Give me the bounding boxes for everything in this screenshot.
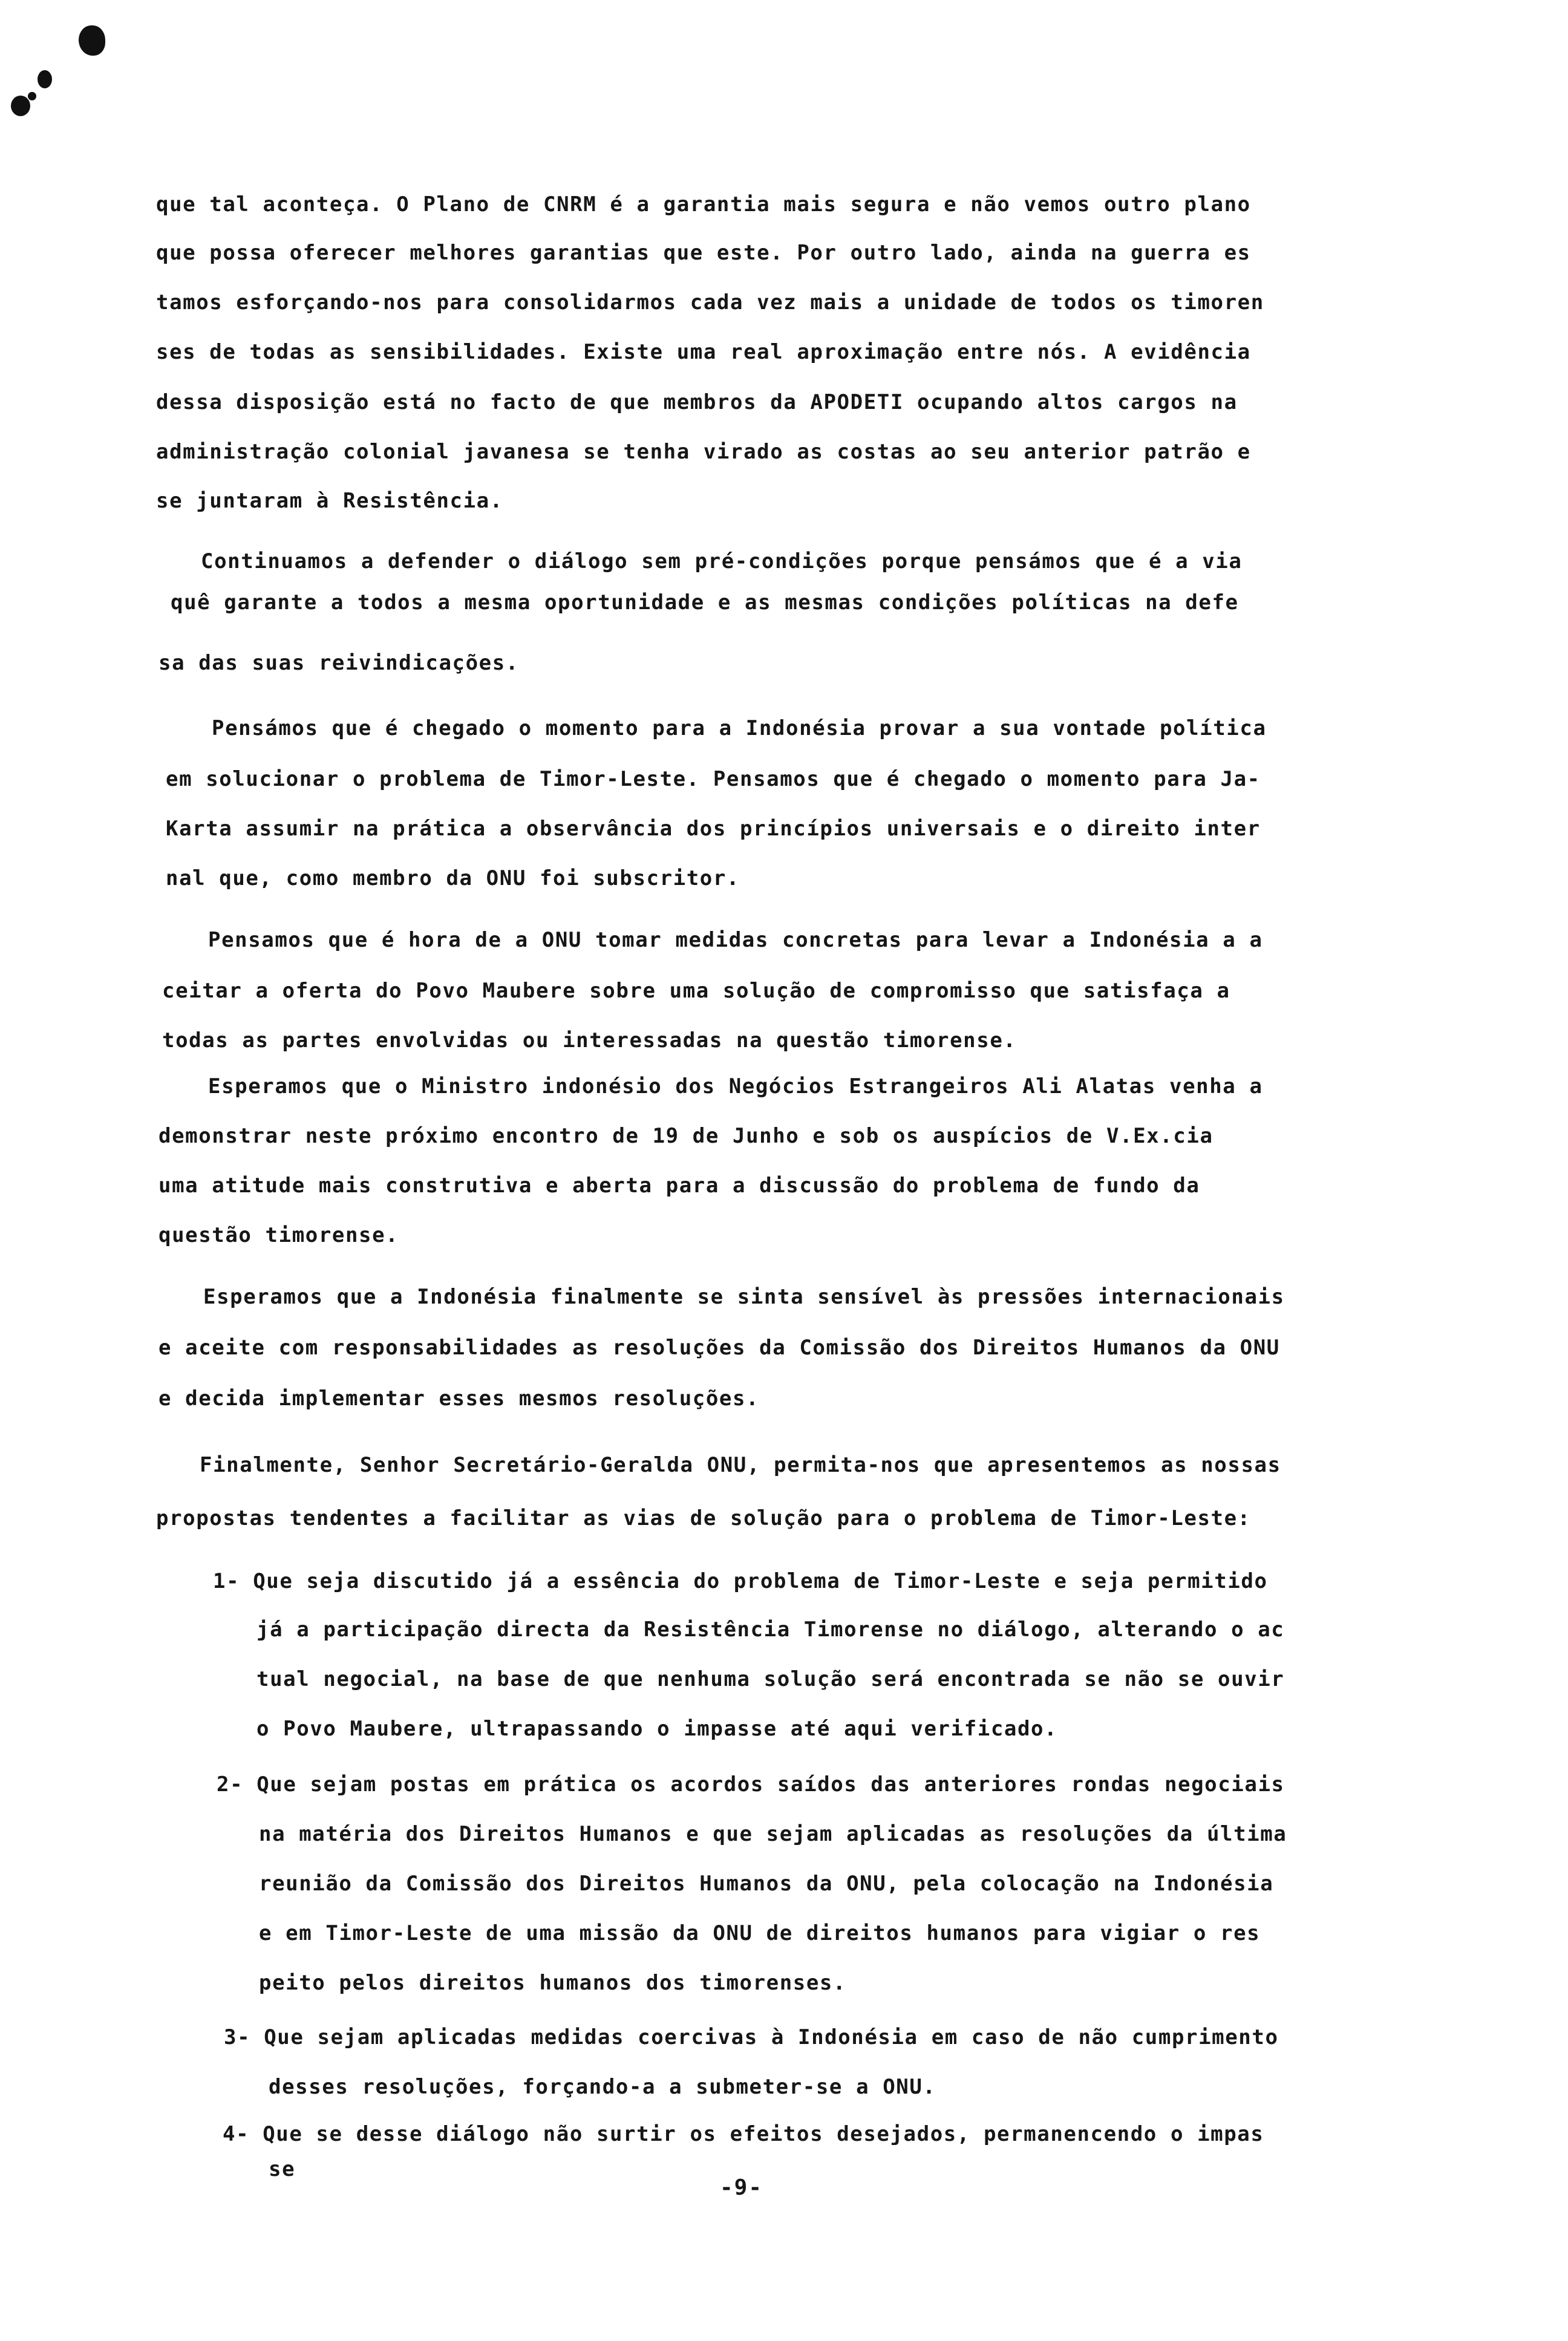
text-line: ceitar a oferta do Povo Maubere sobre uma solução de compromisso que satisfaça a [162,979,1230,1003]
punch-hole-mark [28,92,36,100]
text-line: Finalmente, Senhor Secretário-Geralda ONU, permita-nos que apresentemos as nossas [200,1453,1281,1477]
text-line: sa das suas reivindicações. [158,651,519,675]
list-item-text: reunião da Comissão dos Direitos Humanos da ONU, pela colocação na Indonésia [259,1872,1274,1896]
text-line: uma atitude mais construtiva e aberta para a discussão do problema de fundo da [158,1174,1200,1198]
text-line: Esperamos que a Indonésia finalmente se sinta sensível às pressões internacionais [203,1285,1285,1309]
punch-hole-mark [79,25,105,56]
text-line: administração colonial javanesa se tenha virado as costas ao seu anterior patrão e [156,440,1251,464]
page-number: -9- [720,2175,763,2200]
list-item-text: 1- Que seja discutido já a essência do problema de Timor-Leste e seja permitido [213,1569,1268,1593]
text-line: Continuamos a defender o diálogo sem pré-condições porque pensámos que é a via [201,549,1243,573]
punch-hole-mark [38,70,52,88]
text-line: e aceite com responsabilidades as resoluções da Comissão dos Direitos Humanos da ONU [158,1336,1280,1360]
list-item-text: e em Timor-Leste de uma missão da ONU de direitos humanos para vigiar o res [259,1921,1261,1945]
list-item-text: 4- Que se desse diálogo não surtir os efeitos desejados, permanencendo o impas [223,2122,1264,2146]
text-line: tamos esforçando-nos para consolidarmos cada vez mais a unidade de todos os timoren [156,290,1264,315]
text-line: dessa disposição está no facto de que membros da APODETI ocupando altos cargos na [156,390,1238,414]
text-line: nal que, como membro da ONU foi subscritor. [166,866,740,890]
text-line: que tal aconteça. O Plano de CNRM é a garantia mais segura e não vemos outro plano [156,192,1251,217]
text-line: Pensámos que é chegado o momento para a Indonésia provar a sua vontade política [212,716,1267,740]
list-item-text: se [269,2157,296,2181]
text-line: se juntaram à Resistência. [156,489,503,513]
list-item-text: na matéria dos Direitos Humanos e que sejam aplicadas as resoluções da última [259,1822,1287,1846]
text-line: demonstrar neste próximo encontro de 19 de Junho e sob os auspícios de V.Ex.cia [158,1124,1214,1148]
list-item-text: 3- Que sejam aplicadas medidas coercivas à Indonésia em caso de não cumprimento [224,2025,1279,2049]
text-line: ses de todas as sensibilidades. Existe uma real aproximação entre nós. A evidência [156,340,1251,364]
punch-hole-mark [11,96,30,116]
text-line: questão timorense. [158,1223,399,1247]
text-line: em solucionar o problema de Timor-Leste. Pensamos que é chegado o momento para Ja- [166,767,1261,791]
text-line: Pensamos que é hora de a ONU tomar medidas concretas para levar a Indonésia a a [208,928,1263,952]
text-line: que possa oferecer melhores garantias que este. Por outro lado, ainda na guerra es [156,241,1251,265]
text-line: e decida implementar esses mesmos resoluções. [158,1386,760,1411]
list-item-text: peito pelos direitos humanos dos timorenses. [259,1971,847,1995]
text-line: Esperamos que o Ministro indonésio dos Negócios Estrangeiros Ali Alatas venha a [208,1074,1263,1099]
list-item-text: já a participação directa da Resistência Timorense no diálogo, alterando o ac [256,1618,1285,1642]
list-item-text: o Povo Maubere, ultrapassando o impasse até aqui verificado. [256,1717,1058,1741]
text-line: propostas tendentes a facilitar as vias de solução para o problema de Timor-Leste: [156,1506,1251,1530]
text-line: todas as partes envolvidas ou interessadas na questão timorense. [162,1028,1017,1053]
text-line: quê garante a todos a mesma oportunidade e as mesmas condições políticas na defe [171,590,1239,615]
list-item-text: tual negocial, na base de que nenhuma solução será encontrada se não se ouvir [256,1667,1285,1691]
text-line: Karta assumir na prática a observância dos princípios universais e o direito inter [166,817,1261,841]
list-item-text: desses resoluções, forçando-a a submeter-se a ONU. [269,2075,936,2099]
list-item-text: 2- Que sejam postas em prática os acordos saídos das anteriores rondas negociais [217,1772,1285,1797]
